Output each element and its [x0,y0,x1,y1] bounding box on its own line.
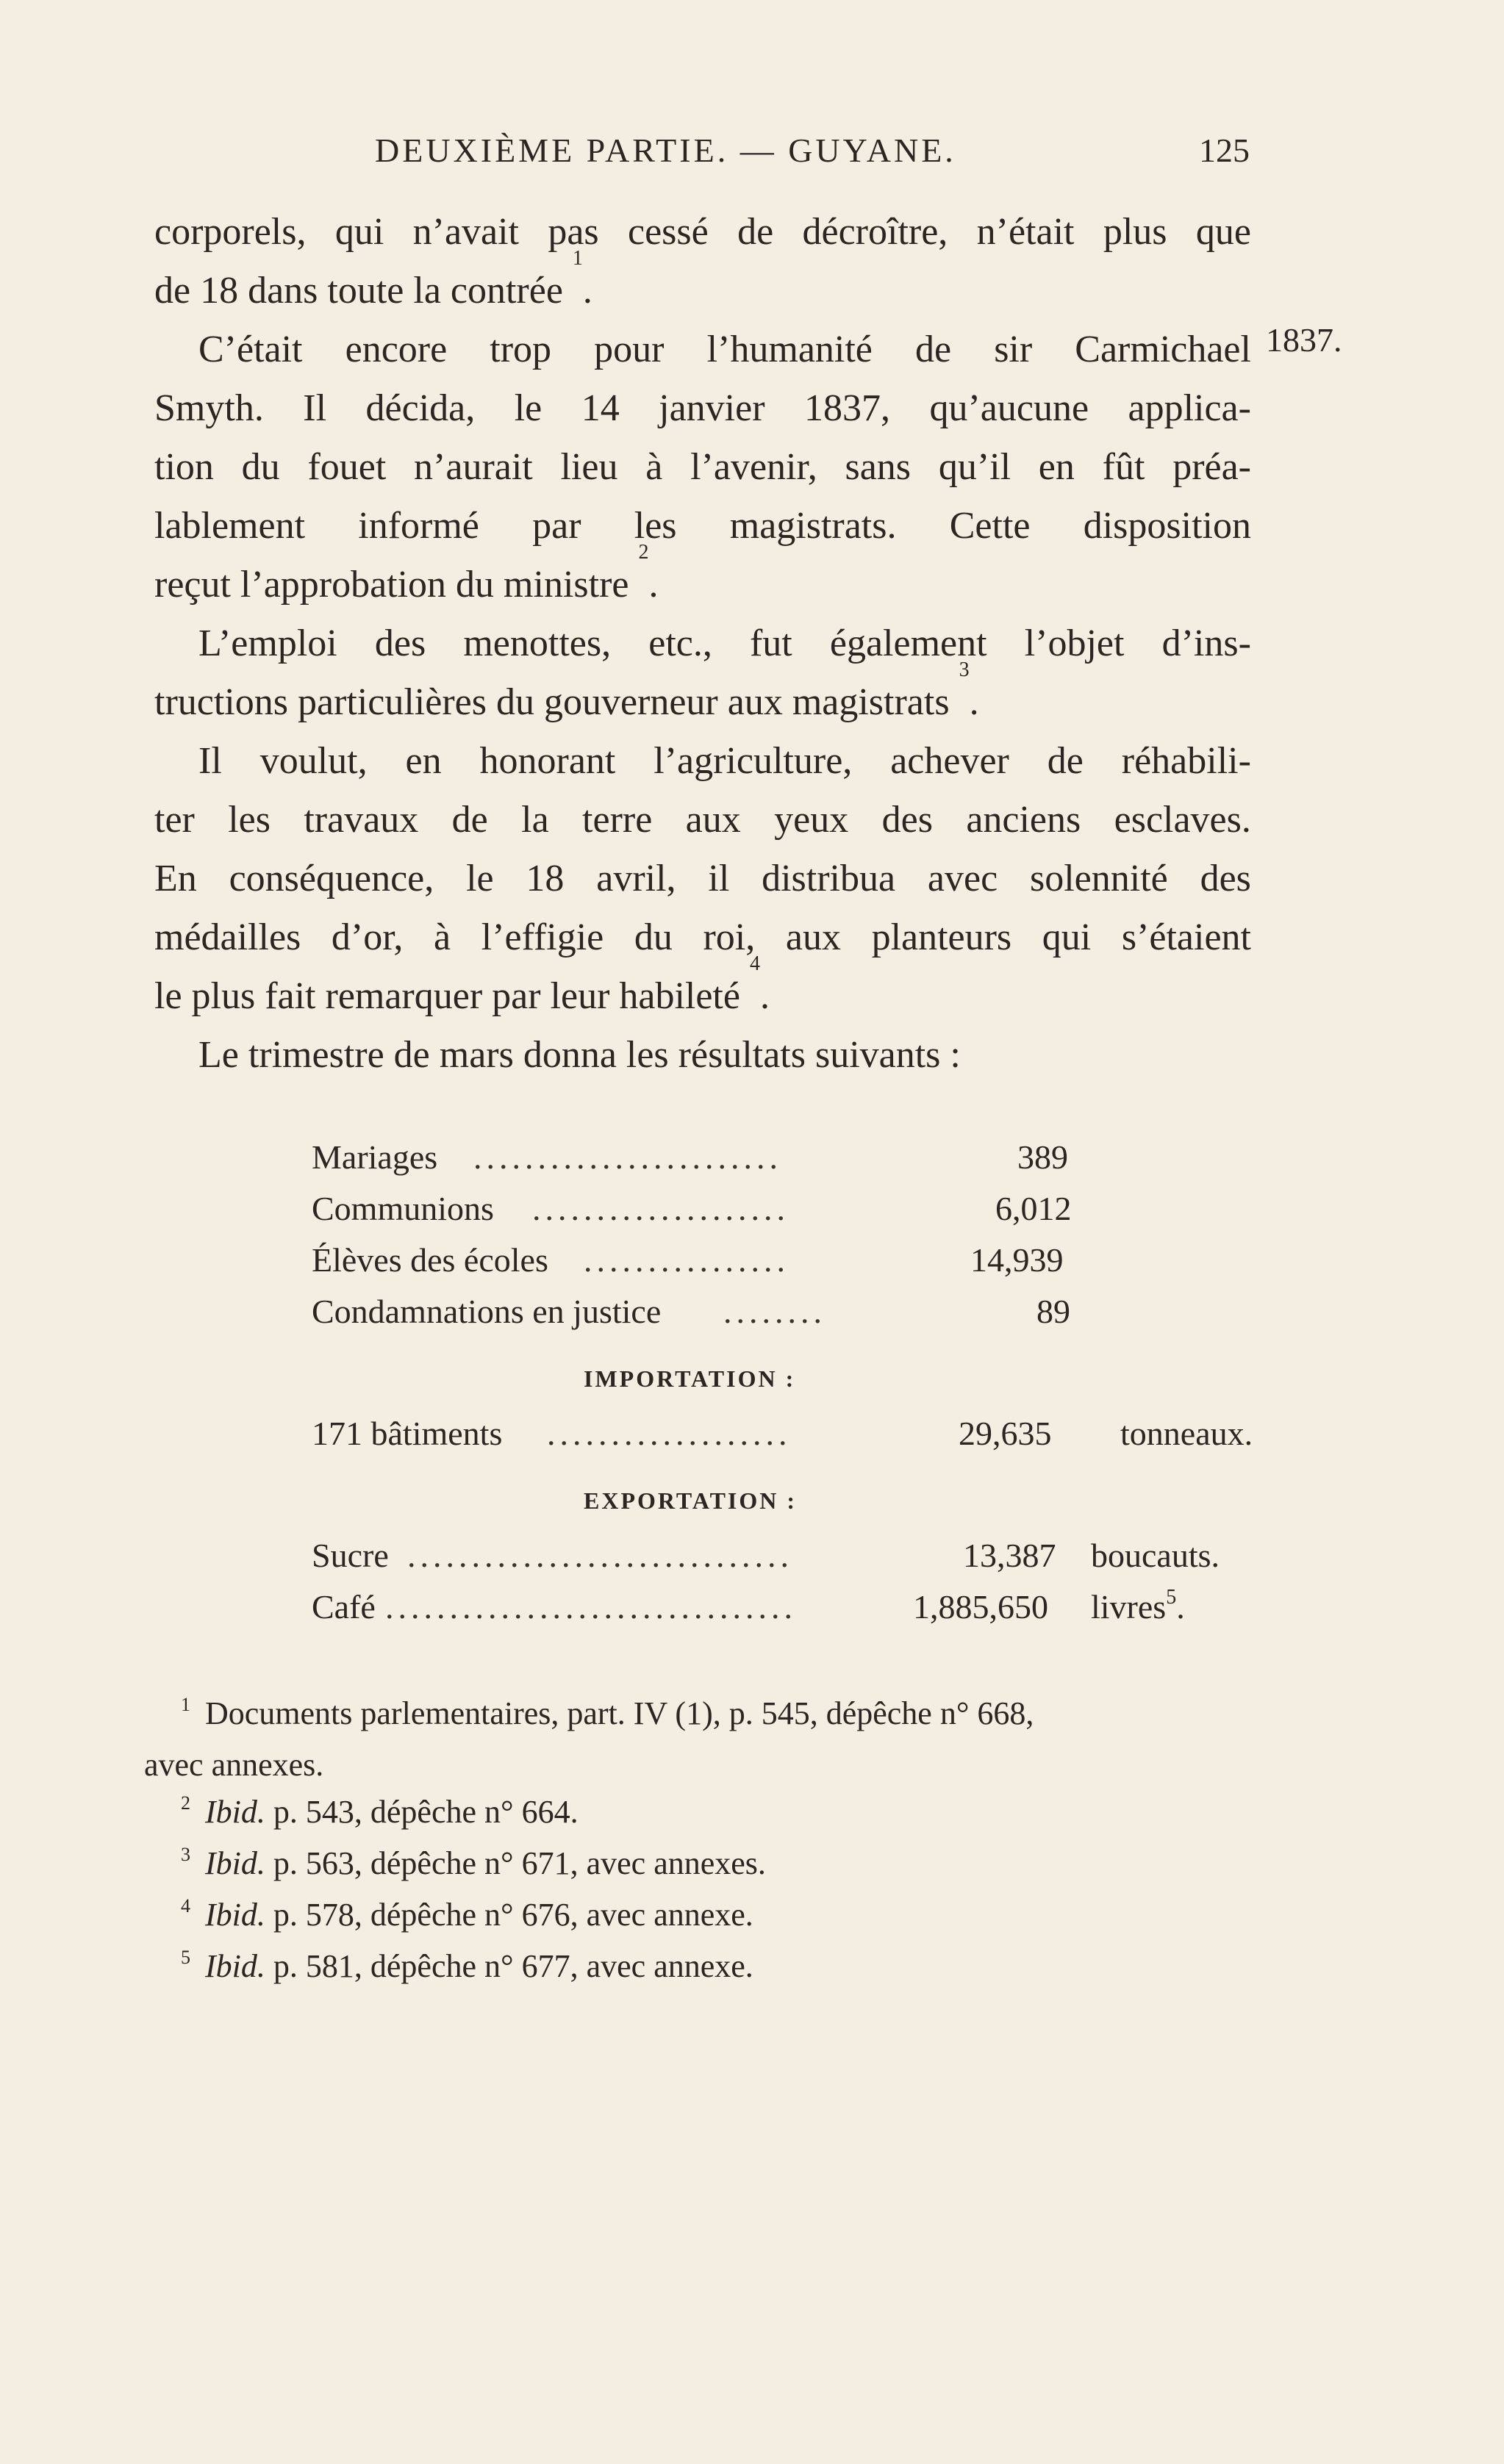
stats-row [312,1240,1223,1292]
footnote [144,1892,1261,1943]
footnote-ref[interactable]: 4 [749,952,760,975]
footnote-number: 3 [181,1844,190,1865]
word: la [521,799,549,841]
word: l’agriculture, [653,740,853,782]
importation-heading: IMPORTATION : [584,1365,796,1392]
stats-row [312,1138,1223,1189]
word: magistrats. [729,505,897,547]
text-line [154,908,1251,967]
word: distribua [762,858,896,899]
word: du [241,446,280,488]
stats-value: 389 [1017,1138,1068,1176]
dot-leader: ........ [723,1293,826,1330]
word: de [1047,740,1084,782]
word: avec [927,858,998,899]
word: fouet [307,446,387,488]
stats-value: 13,387 [963,1537,1056,1574]
line-text: . [759,975,770,1017]
footnote-number: 4 [181,1895,190,1917]
word: solennité [1030,858,1168,899]
word: L’emploi [198,622,337,664]
word: applica- [1128,387,1251,429]
stats-label: Mariages [312,1138,438,1176]
word: corporels, [154,211,307,253]
stats-value: 14,939 [970,1241,1064,1279]
footnote-number: 1 [181,1694,190,1715]
footnotes [144,1690,1261,1994]
word: pas [548,211,599,253]
word: l’objet [1024,622,1125,664]
word: janvier [659,387,765,429]
text-line [154,379,1251,438]
word: l’avenir, [690,446,817,488]
word: C’était [198,328,303,370]
word: informé [358,505,479,547]
word: Cette [949,505,1031,547]
word: aux [685,799,741,841]
word: pour [594,328,665,370]
stats-label: Café [312,1588,376,1626]
word: honorant [479,740,616,782]
footnote-ibid: Ibid. [205,1794,265,1830]
footnote-number: 5 [181,1947,190,1968]
stats-unit [1091,1587,1185,1626]
footnote-continuation [144,1742,1261,1789]
running-header [154,131,1250,182]
footnote-text: avec annexes. [144,1747,324,1783]
word: qui [334,211,384,253]
footnote-text: p. 578, dépêche n° 676, avec annexe. [273,1897,753,1933]
word: réhabili- [1121,740,1251,782]
text-line [154,658,1251,732]
word: médailles [154,916,301,958]
word: lablement [154,505,306,547]
word: à [434,916,451,958]
running-title: DEUXIÈME PARTIE. — GUYANE. [375,132,956,169]
footnote-ref[interactable]: 1 [572,247,583,270]
text-line [154,247,1251,320]
word: En [154,858,197,899]
word: s’étaient [1121,916,1251,958]
word: planteurs [871,916,1012,958]
word: yeux [774,799,849,841]
footnote [144,1943,1261,1994]
word: qu’il [938,446,1011,488]
stats-row [312,1292,1223,1343]
text-line [154,732,1251,791]
word: aux [785,916,841,958]
stats-value: 1,885,650 [913,1588,1048,1626]
word: disposition [1083,505,1251,547]
word: fût [1102,446,1145,488]
line-text: le plus fait remarquer par leur habileté [154,975,740,1017]
word: n’aurait [414,446,533,488]
stats-row [312,1536,1223,1587]
unit-text: livres [1091,1588,1167,1626]
word: n’était [976,211,1075,253]
footnote-ref[interactable]: 2 [638,541,649,564]
word: trop [490,328,552,370]
text-line [154,438,1251,497]
word: Il [303,387,327,429]
text-line [154,203,1251,262]
word: décida, [365,387,476,429]
dot-leader: .................... [532,1190,789,1227]
word: il [708,858,730,899]
line-text: tructions particulières du gouverneur aux magistrats [154,681,950,723]
word: encore [345,328,448,370]
word: lieu [560,446,618,488]
word: ter [154,799,195,841]
word: etc., [648,622,712,664]
line-text: reçut l’approbation du ministre [154,564,629,606]
body-text [154,203,1251,1085]
word: du [634,916,673,958]
text-line [154,541,1251,614]
footnote-ibid: Ibid. [205,1845,265,1881]
word: les [634,505,677,547]
word: terre [582,799,653,841]
line-text: . [648,564,659,606]
dot-leader: ........................ [473,1138,782,1176]
word: esclaves. [1114,799,1251,841]
stats-value: 29,635 [959,1415,1052,1452]
stats-label: Condamnations en justice [312,1293,662,1330]
word: à [645,446,663,488]
text-line [154,614,1251,673]
dot-leader: ................... [547,1415,792,1452]
word: des [1200,858,1251,899]
exportation-heading: EXPORTATION : [584,1487,798,1514]
word: qui [1042,916,1092,958]
word: 14 [581,387,620,429]
stats-row [312,1414,1253,1465]
word: préa- [1172,446,1251,488]
word: 1837, [804,387,890,429]
stats-unit: boucauts. [1091,1537,1220,1574]
word: qu’aucune [929,387,1089,429]
text-line [154,497,1251,556]
line-text: . [582,270,592,312]
stats-label: Sucre [312,1537,389,1574]
dot-leader: ................ [584,1241,789,1279]
word: sir [994,328,1033,370]
word: de [914,328,952,370]
word: sans [845,446,912,488]
stats-label: Élèves des écoles [312,1241,548,1279]
word: de [451,799,488,841]
line-text: . [969,681,979,723]
text-line [154,952,1251,1026]
word: tion [154,446,214,488]
word: le [514,387,542,429]
stats-label: 171 bâtiments [312,1415,503,1452]
dot-leader: .............................. [407,1537,793,1574]
unit-end: . [1176,1588,1185,1626]
word: que [1195,211,1251,253]
word: également [829,622,987,664]
footnote-text: p. 581, dépêche n° 677, avec annexe. [273,1948,753,1984]
footnote [144,1789,1261,1840]
word: de [737,211,774,253]
footnote-ref[interactable]: 5 [1166,1585,1177,1609]
word: plus [1103,211,1167,253]
stats-label: Communions [312,1190,494,1227]
word: par [532,505,581,547]
word: des [374,622,426,664]
word: fut [749,622,792,664]
text-line [154,320,1251,379]
footnote-number: 2 [181,1792,190,1814]
footnote-text: Documents parlementaires, part. IV (1), p. 545, dépêche n° 668, [205,1695,1034,1731]
footnote-ibid: Ibid. [205,1948,265,1984]
line-text: de 18 dans toute la contrée [154,270,563,312]
word: travaux [304,799,419,841]
stats-row [312,1587,1223,1639]
stats-row [312,1189,1223,1240]
word: 18 [526,858,565,899]
footnote-ref[interactable]: 3 [959,658,970,681]
footnote-text: p. 543, dépêche n° 664. [273,1794,579,1830]
word: conséquence, [229,858,434,899]
word: voulut, [259,740,368,782]
dot-leader: ................................ [385,1588,797,1626]
word: décroître, [802,211,948,253]
text-line [154,791,1251,850]
stats-value: 89 [1036,1293,1070,1330]
footnote-ibid: Ibid. [205,1897,265,1933]
word: achever [890,740,1009,782]
word: les [228,799,271,841]
footnote [144,1840,1261,1892]
word: l’effigie [481,916,604,958]
word: Il [198,740,222,782]
footnote-text: p. 563, dépêche n° 671, avec annexes. [273,1845,766,1881]
word: menottes, [463,622,612,664]
text-line [154,850,1251,908]
footnote [144,1690,1261,1742]
stats-unit: tonneaux. [1120,1415,1253,1452]
word: des [881,799,933,841]
word: en [405,740,442,782]
word: anciens [966,799,1081,841]
word: n’avait [412,211,519,253]
text-line [154,1026,1251,1085]
word: d’ins- [1161,622,1251,664]
word: avril, [596,858,676,899]
word: Carmichael [1075,328,1251,370]
word: cessé [628,211,709,253]
margin-year-note: 1837. [1266,321,1342,359]
page-number: 125 [1199,132,1250,169]
statistics-table [312,1138,1253,1639]
word: roi, [703,916,756,958]
stats-value: 6,012 [995,1190,1072,1227]
word: l’humanité [706,328,873,370]
line-text: Le trimestre de mars donna les résultats suivants : [198,1034,961,1076]
word: en [1038,446,1075,488]
word: le [466,858,494,899]
word: Smyth. [154,387,264,429]
word: d’or, [331,916,404,958]
